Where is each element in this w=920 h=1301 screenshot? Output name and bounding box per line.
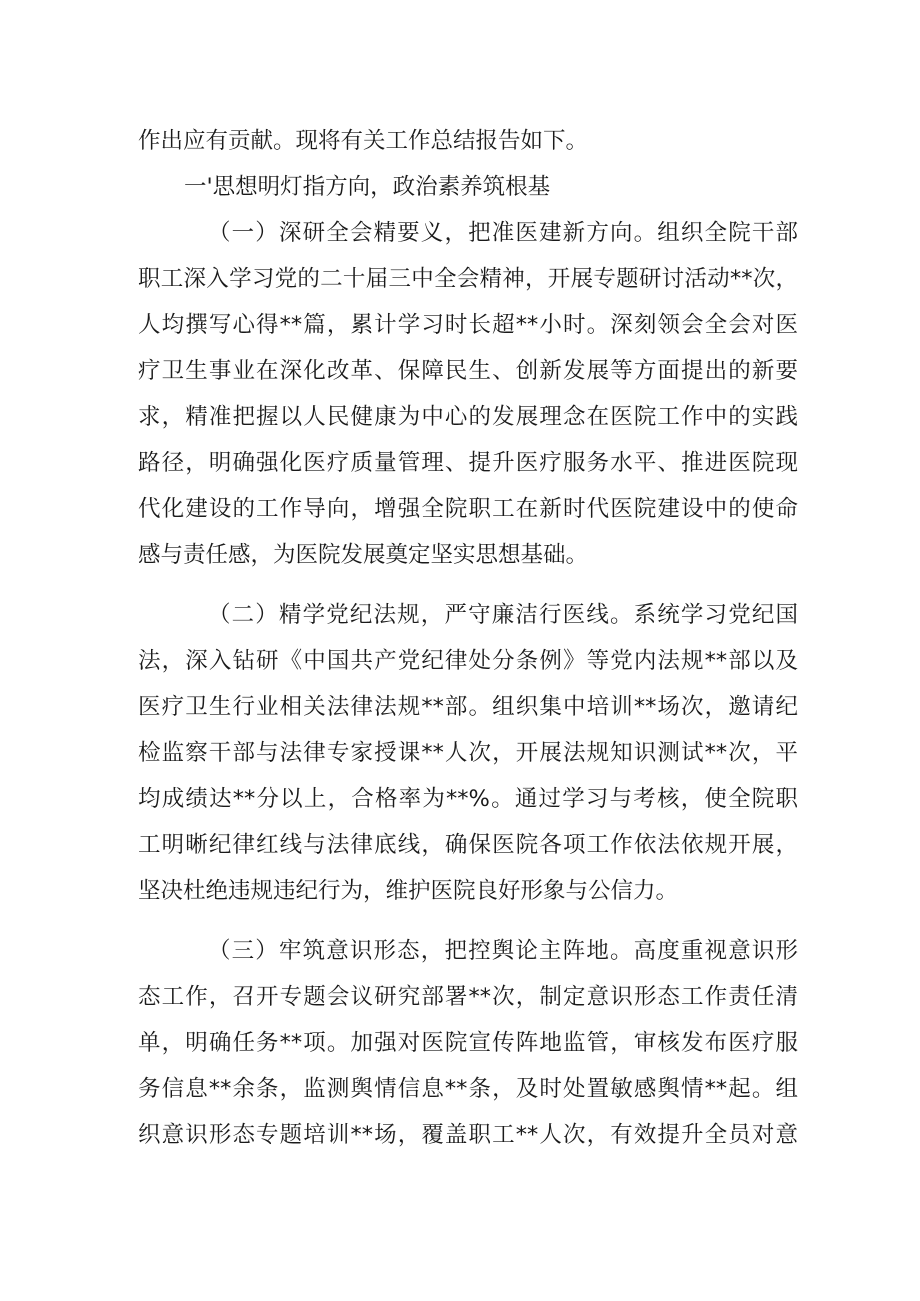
subsection-heading-line: （三）牢筑意识形态，把控舆论主阵地。高度重视意识形	[208, 938, 798, 964]
paragraph-line: 单，明确任务**项。加强对医院宣传阵地监管，审核发布医疗服	[138, 1030, 798, 1056]
paragraph-line: 工明晰纪律红线与法律底线，确保医院各项工作依法依规开展，	[138, 832, 798, 858]
paragraph-line: 人均撰写心得**篇，累计学习时长超**小时。深刻领会全会对医	[138, 312, 798, 338]
subsection-heading-line: （一）深研全会精要义，把准医建新方向。组织全院干部	[208, 220, 798, 246]
paragraph-line: 态工作，召开专题会议研究部署**次，制定意识形态工作责任清	[138, 984, 798, 1010]
paragraph-line: 代化建设的工作导向，增强全院职工在新时代医院建设中的使命	[138, 496, 798, 522]
paragraph-line: 职工深入学习党的二十届三中全会精神，开展专题研讨活动**次，	[138, 266, 798, 292]
paragraph-line: 均成绩达**分以上，合格率为**%。通过学习与考核，使全院职	[138, 786, 798, 812]
paragraph-line: 路径，明确强化医疗质量管理、提升医疗服务水平、推进医院现	[138, 450, 798, 476]
section-heading: 一'思想明灯指方向，政治素养筑根基	[184, 174, 551, 200]
paragraph-line: 疗卫生事业在深化改革、保障民生、创新发展等方面提出的新要	[138, 358, 798, 384]
paragraph-line: 感与责任感，为医院发展奠定坚实思想基础。	[138, 542, 589, 568]
document-body	[138, 118, 798, 1158]
paragraph-line: 法，深入钻研《中国共产党纪律处分条例》等党内法规**部以及	[138, 648, 798, 674]
paragraph-line: 作出应有贡献。现将有关工作总结报告如下。	[138, 128, 589, 154]
subsection-heading-line: （二）精学党纪法规，严守廉洁行医线。系统学习党纪国	[208, 602, 798, 628]
paragraph-line: 务信息**余条，监测舆情信息**条，及时处置敏感舆情**起。组	[138, 1076, 798, 1102]
paragraph-line: 坚决杜绝违规违纪行为，维护医院良好形象与公信力。	[138, 878, 679, 904]
paragraph-gap	[138, 578, 798, 592]
paragraph-line: 求，精准把握以人民健康为中心的发展理念在医院工作中的实践	[138, 404, 798, 430]
paragraph-line: 医疗卫生行业相关法律法规**部。组织集中培训**场次，邀请纪	[138, 694, 798, 720]
paragraph-line: 检监察干部与法律专家授课**人次，开展法规知识测试**次，平	[138, 740, 798, 766]
paragraph-gap	[138, 914, 798, 928]
paragraph-line: 织意识形态专题培训**场，覆盖职工**人次，有效提升全员对意	[138, 1122, 798, 1148]
